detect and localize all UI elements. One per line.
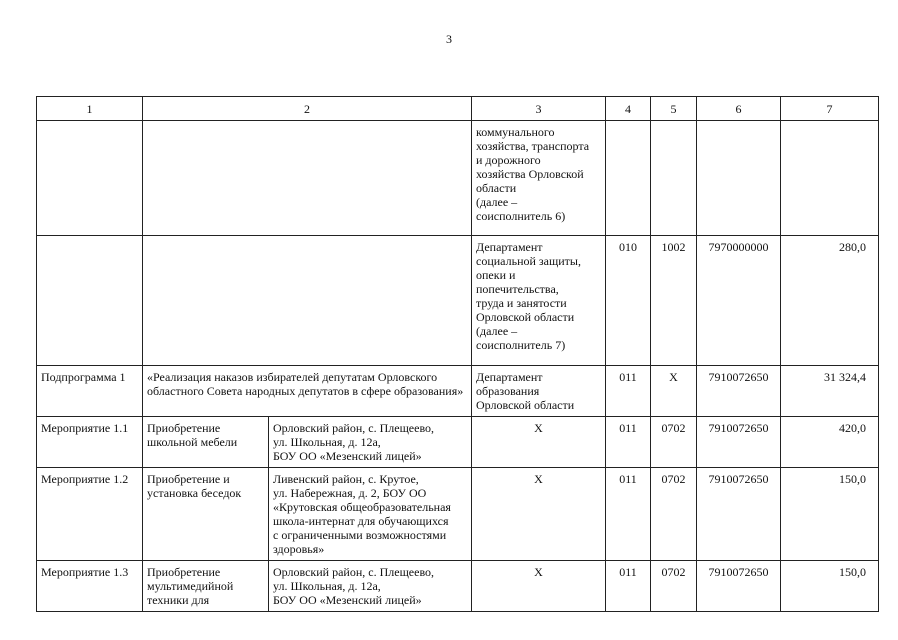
amount-cell: 31 324,4 <box>781 366 879 417</box>
code-cell: Х <box>651 366 697 417</box>
row-label: Подпрограмма 1 <box>37 366 143 417</box>
header-cell: 4 <box>606 97 651 121</box>
header-cell: 1 <box>37 97 143 121</box>
row-place: Ливенский район, с. Крутое, ул. Набережная, д. 2, БОУ ОО «Крутовская общеобразовательная школа-интернат для обучающихся с ограниченными возможностями здоровья» <box>269 468 472 561</box>
executor-cell: коммунального хозяйства, транспорта и дорожного хозяйства Орловской области (далее – соисполнитель 6) <box>472 121 606 236</box>
header-cell: 7 <box>781 97 879 121</box>
table-row <box>37 417 879 468</box>
code-cell: 7970000000 <box>697 236 781 366</box>
amount-cell: 420,0 <box>781 417 879 468</box>
executor-cell: Х <box>472 468 606 561</box>
executor-cell: Х <box>472 417 606 468</box>
page-number: 3 <box>446 32 452 46</box>
code-cell: 0702 <box>651 468 697 561</box>
header-cell: 5 <box>651 97 697 121</box>
code-cell: 7910072650 <box>697 468 781 561</box>
header-row <box>37 97 879 121</box>
row-name: «Реализация наказов избирателей депутатам Орловского областного Совета народных депутатов в сфере образования» <box>143 366 472 417</box>
row-name: Приобретение и установка беседок <box>143 468 269 561</box>
code-cell: 011 <box>606 561 651 612</box>
row-place: Орловский район, с. Плещеево, ул. Школьная, д. 12а, БОУ ОО «Мезенский лицей» <box>269 417 472 468</box>
executor-cell: Департамент образования Орловской области <box>472 366 606 417</box>
header-cell: 3 <box>472 97 606 121</box>
header-cell: 2 <box>143 97 472 121</box>
row-name: Приобретение школьной мебели <box>143 417 269 468</box>
table-row <box>37 468 879 561</box>
header-cell: 6 <box>697 97 781 121</box>
code-cell: 7910072650 <box>697 417 781 468</box>
code-cell: 011 <box>606 468 651 561</box>
row-label: Мероприятие 1.3 <box>37 561 143 612</box>
row-name: Приобретение мультимедийной техники для <box>143 561 269 612</box>
code-cell: 7910072650 <box>697 366 781 417</box>
code-cell: 7910072650 <box>697 561 781 612</box>
amount-cell: 150,0 <box>781 468 879 561</box>
code-cell: 011 <box>606 417 651 468</box>
code-cell: 010 <box>606 236 651 366</box>
table-row <box>37 561 879 612</box>
code-cell: 011 <box>606 366 651 417</box>
row-place: Орловский район, с. Плещеево, ул. Школьная, д. 12а, БОУ ОО «Мезенский лицей» <box>269 561 472 612</box>
table-row <box>37 366 879 417</box>
executor-cell: Департамент социальной защиты, опеки и попечительства, труда и занятости Орловской области (далее – соисполнитель 7) <box>472 236 606 366</box>
code-cell: 0702 <box>651 561 697 612</box>
table-row <box>37 236 879 366</box>
amount-cell: 150,0 <box>781 561 879 612</box>
row-label: Мероприятие 1.1 <box>37 417 143 468</box>
row-label: Мероприятие 1.2 <box>37 468 143 561</box>
executor-cell: Х <box>472 561 606 612</box>
table-row <box>37 121 879 236</box>
amount-cell: 280,0 <box>781 236 879 366</box>
code-cell: 0702 <box>651 417 697 468</box>
program-table <box>36 96 879 612</box>
code-cell: 1002 <box>651 236 697 366</box>
